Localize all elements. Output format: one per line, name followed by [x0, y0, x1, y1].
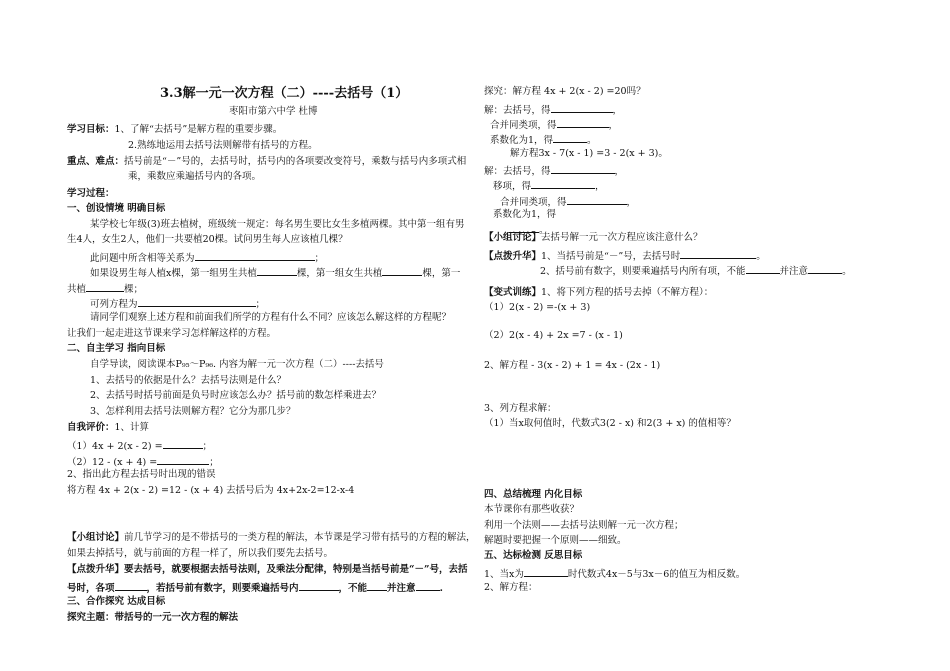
summary-2: 利用一个法则——去括号法则解一元一次方程； — [484, 520, 684, 531]
key-line-2: 乘，乘数应乘遍括号内的各项。 — [128, 171, 262, 182]
r-pointer-line-2 — [540, 264, 852, 277]
step-end: ， — [612, 105, 623, 116]
r-pointer-text-2a: 2、括号前有数字，则要乘遍括号内所有项，不能 — [540, 266, 746, 277]
blank[interactable] — [416, 581, 440, 591]
error-equation-a: 将方程 4x + 2(x - 2) =12 - (x + 4) 去括号后为 — [67, 485, 274, 496]
summary-1: 本节课你有那些收获？ — [484, 504, 580, 515]
s1-equation-end: ； — [255, 299, 266, 310]
step-text: 合并同类项，得 — [500, 197, 567, 208]
blank[interactable] — [138, 297, 256, 307]
s1-paragraph-1: 某学校七年级(3)班去植树，班级统一规定：每名男生要比女生多植两棵。其中第一组有男 — [90, 219, 465, 230]
explore-question: 探究：解方程 4x + 2(x - 2) =20吗？ — [484, 86, 646, 97]
s1-setup-c: 棵，第一 — [422, 268, 461, 279]
step-line-7: 系数化为1，得 — [493, 209, 557, 220]
discussion-label: 【小组讨论】 — [67, 532, 125, 543]
s1-total-end: 棵； — [124, 284, 144, 295]
r-discussion-label: 【小组讨论】 — [484, 232, 542, 243]
error-equation-b: 4x+2x-2=12-x-4 — [276, 485, 355, 496]
blank[interactable] — [115, 581, 147, 591]
pointer-line-1 — [67, 565, 467, 575]
goals-label: 学习目标： — [67, 124, 115, 135]
calc-1: （1）4x + 2(x - 2) = — [67, 441, 163, 452]
step-text: 解：去括号，得 — [484, 166, 551, 177]
section-1-heading: 一、创设情境 明确目标 — [67, 203, 166, 214]
pointer-text-2a: 号时，各项 — [67, 583, 115, 594]
r-pointer-text-2b: 并注意 — [779, 266, 809, 277]
s1-equation-line — [90, 297, 265, 310]
discussion-line-2: 如果去掉括号，就与前面的方程一样了，所以我们要先去括号。 — [67, 548, 334, 559]
blank[interactable] — [551, 164, 615, 174]
step-end: 。 — [587, 135, 597, 146]
blank[interactable] — [680, 249, 756, 259]
r-pointer-text-1: 1、当括号前是“－”号，去括号时 — [541, 251, 681, 262]
r-discussion-line — [484, 233, 703, 243]
error-prompt: 2、指出此方程去括号时出现的错误 — [67, 469, 216, 480]
blank[interactable] — [524, 567, 568, 577]
r-pointer-label: 【点拨升华】 — [484, 251, 542, 262]
discussion-text-1: 前几节学习的是不带括号的一类方程的解法，本节课是学习带有括号的方程的解法， — [124, 532, 476, 543]
step-end: ， — [626, 197, 637, 208]
variant-1: （1）2(x - 2) =-(x + 3) — [484, 302, 591, 313]
pointer-text-1: 要去括号，就要根据去括号法则，及乘法分配律，特别是当括号前是“－”号，去括 — [124, 564, 468, 575]
s2-paragraph-1: 自学导读，阅读课本P₉₅～P₉₆. 内容为解一元一次方程（二）----去括号 — [90, 359, 384, 370]
goal-2: 2.熟练地运用去括号法则解带有括号的方程。 — [128, 140, 318, 151]
second-equation: 解方程3x - 7(x - 1) =3 - 2(x + 3)。 — [510, 148, 668, 159]
summary-3: 解题时要把握一个原则——细致。 — [484, 535, 627, 546]
s1-relation-label: 此问题中所含相等关系为 — [90, 253, 195, 264]
blank[interactable] — [257, 266, 297, 276]
blank[interactable] — [157, 455, 209, 465]
section-2-heading: 二、自主学习 指向目标 — [67, 343, 166, 354]
s2-question-1: 1、去括号的依据是什么？去括号法则是什么？ — [90, 375, 287, 386]
step-text: 移项，得 — [493, 181, 532, 192]
calc-1-line — [67, 439, 212, 452]
blank[interactable] — [299, 581, 339, 591]
r-pointer-line-1 — [484, 249, 766, 262]
calc-1-end: ； — [202, 441, 213, 452]
s1-equation-label: 可列方程为 — [90, 299, 138, 310]
check-2: 2、解方程： — [484, 582, 538, 593]
blank[interactable] — [557, 118, 609, 128]
blank[interactable] — [382, 266, 422, 276]
explore-topic: 探究主题：带括号的一元一次方程的解法 — [67, 612, 239, 623]
blank[interactable] — [551, 103, 613, 113]
variant-3: 2、解方程 - 3(x - 2) + 1 = 4x - (2x - 1) — [484, 360, 661, 371]
step-line-6 — [500, 195, 636, 208]
blank[interactable] — [567, 195, 627, 205]
step-text: 合并同类项，得 — [490, 120, 557, 131]
calc-2-line — [67, 455, 219, 468]
step-line-5 — [493, 179, 605, 192]
pointer-text-2c: ，不能 — [338, 583, 368, 594]
s2-question-2: 2、去括号时括号前面是负号时应该怎么办？括号前的数怎样乘进去？ — [90, 390, 382, 401]
pointer-text-2d: 并注意 — [387, 583, 416, 594]
explore-line-1 — [484, 87, 646, 97]
pointer-label: 【点拨升华】 — [67, 564, 125, 575]
r-pointer-end-1: 。 — [756, 251, 766, 262]
step-text: 解：去括号，得 — [484, 105, 551, 116]
key-line-1 — [67, 157, 466, 167]
variant-4: 3、列方程求解： — [484, 403, 557, 414]
pointer-text-2e: . — [439, 583, 443, 594]
self-eval-line — [67, 423, 149, 433]
pointer-text-2b: ，若括号前有数字，则要乘遍括号内 — [146, 583, 299, 594]
check-1-a: 1、当x为 — [484, 569, 524, 580]
s1-setup-a: 如果设男生每人植x棵，第一组男生共植 — [90, 268, 257, 279]
variant-2: （2）2(x - 4) + 2x =7 - (x - 1) — [484, 330, 623, 341]
r-discussion-text: 去括号解一元一次方程应该注意什么？ — [541, 232, 703, 243]
s1-setup-line — [90, 266, 460, 279]
step-line-2 — [490, 118, 618, 131]
section-3-heading: 三、合作探究 达成目标 — [67, 596, 166, 607]
r-pointer-end-2: 。 — [842, 266, 852, 277]
blank[interactable] — [195, 251, 315, 261]
s1-setup-b: 棵，第一组女生共植 — [296, 268, 383, 279]
calc-2-end: ； — [209, 457, 219, 468]
variant-line — [484, 288, 713, 298]
step-line-1 — [484, 103, 622, 116]
step-end: ， — [608, 120, 619, 131]
goals-line — [67, 125, 282, 135]
s1-relation-line — [90, 251, 324, 264]
s1-paragraph-8: 让我们一起走进这节课来学习怎样解这样的方程。 — [67, 328, 277, 339]
blank[interactable] — [531, 179, 595, 189]
calc-2: （2）12 - (x + 4) = — [67, 457, 158, 468]
step-end: 。 — [539, 225, 549, 236]
s2-question-3: 3、怎样利用去括号法则解方程？它分为那几步？ — [90, 406, 296, 417]
s1-relation-end: ； — [314, 253, 325, 264]
step-line-3 — [490, 133, 597, 146]
blank[interactable] — [553, 133, 587, 143]
blank[interactable] — [746, 264, 780, 274]
author-line: 枣阳市第六中学 杜博 — [229, 106, 318, 117]
check-1-b: 时代数式4x－5与3x－6的值互为相反数。 — [567, 569, 746, 580]
variant-label: 【变式训练】 — [484, 287, 542, 298]
blank[interactable] — [86, 282, 124, 292]
step-text: 系数化为1，得 — [490, 135, 554, 146]
blank[interactable] — [367, 581, 387, 591]
step-end: ， — [614, 166, 625, 177]
error-equation-line — [67, 486, 354, 496]
blank[interactable] — [163, 439, 203, 449]
discussion-line-1 — [67, 533, 476, 543]
section-5-heading: 五、达标检测 反思目标 — [484, 550, 583, 561]
step-line-4 — [484, 164, 624, 177]
check-1-line — [484, 567, 745, 580]
page-title: 3.3解一元一次方程（二）----去括号（1） — [160, 86, 409, 101]
self-eval-item: 1、计算 — [114, 422, 150, 433]
pointer-line-2 — [67, 581, 443, 594]
variant-5: （1）当x取何值时，代数式3(2 - x) 和2(3 + x) 的值相等？ — [484, 418, 736, 429]
blank[interactable] — [808, 264, 842, 274]
goal-1: 1、了解“去括号”是解方程的重要步骤。 — [114, 124, 283, 135]
s1-total-line — [67, 282, 143, 295]
process-heading: 学习过程： — [67, 188, 115, 199]
s1-paragraph-2: 生4人，女生2人，他们一共要植20棵。试问男生每人应该植几棵？ — [67, 234, 348, 245]
s1-paragraph-7: 请同学们观察上述方程和前面我们所学的方程有什么不同？应该怎么解这样的方程呢？ — [90, 312, 452, 323]
s1-total-a: 共植 — [67, 284, 87, 295]
section-4-heading: 四、总结梳理 内化目标 — [484, 489, 583, 500]
step-end: ， — [595, 181, 605, 192]
key-text-1: 括号前是“－”号的，去括号时，括号内的各项要改变符号，乘数与括号内多项式相 — [124, 156, 467, 167]
self-eval-label: 自我评价： — [67, 422, 115, 433]
variant-text: 1、将下列方程的括号去掉（不解方程）： — [541, 287, 714, 298]
key-label: 重点、难点： — [67, 156, 125, 167]
